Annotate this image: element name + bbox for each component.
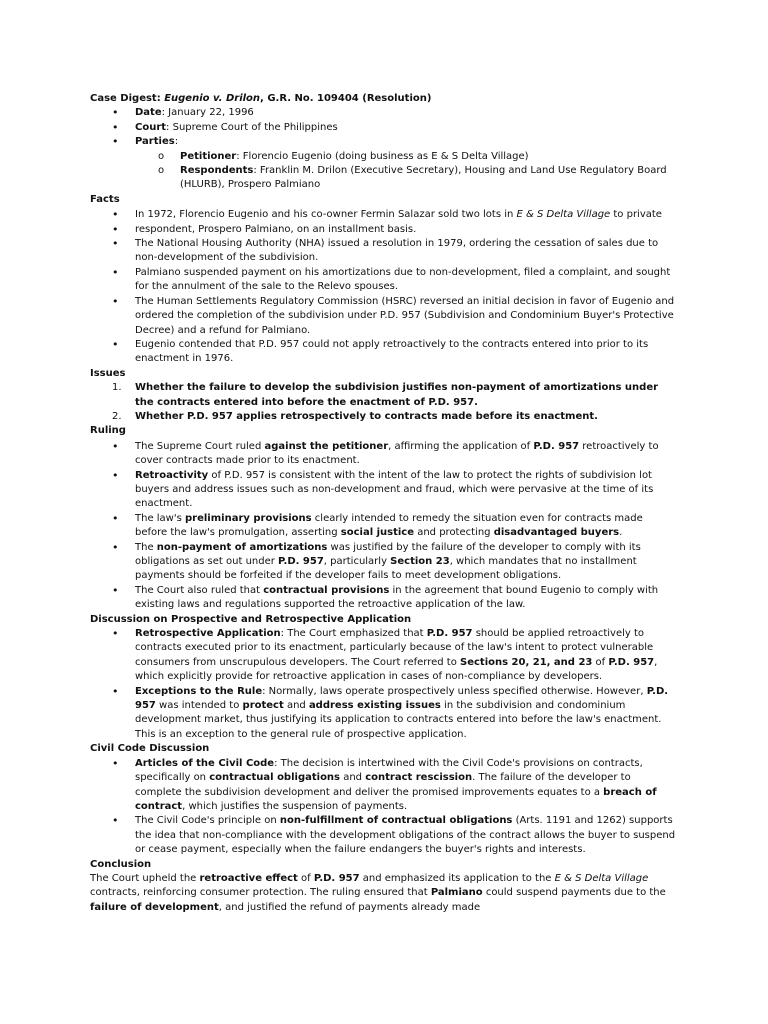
- discussion-item-cont: contracts executed prior to its enactment, particularly because of the law's intent to protect vulnerable: [135, 642, 654, 654]
- fact-item-cont: non-development of the subdivision.: [135, 252, 319, 264]
- facts-heading: Facts: [90, 193, 120, 205]
- date-value: : January 22, 1996: [161, 107, 254, 119]
- fact-item: • In 1972, Florencio Eugenio and his co-owner Fermin Salazar sold two lots in E & S Delta Village to private: [90, 208, 690, 222]
- parties-label: Parties: [135, 136, 175, 148]
- civil-item-cont: contract, which justifies the suspension of payments.: [135, 800, 408, 812]
- meta-parties: [90, 135, 690, 149]
- discussion-item-cont: consumers from unscrupulous developers. The Court referred to Sections 20, 21, and 23 of P.D. 957,: [135, 656, 658, 668]
- fact-item: • The Human Settlements Regulatory Commission (HSRC) reversed an initial decision in favor of Eugenio and: [90, 295, 690, 309]
- discussion-item-cont: which explicitly provide for retroactive application in cases of non-compliance by developers.: [135, 671, 603, 683]
- issues-heading: Issues: [90, 367, 126, 379]
- ruling-item: • Retroactivity of P.D. 957 is consistent with the intent of the law to protect the rights of subdivision lot: [90, 469, 690, 483]
- issue-item: 2. Whether P.D. 957 applies retrospectively to contracts made before its enactment.: [112, 410, 598, 422]
- ruling-item-cont: before the law's promulgation, asserting social justice and protecting disadvantaged buyers.: [135, 527, 623, 539]
- fact-item-cont: • respondent, Prospero Palmiano, on an installment basis.: [90, 223, 690, 237]
- civil-item-cont: complete the subdivision development and deliver the promised improvements equates to a breach of: [135, 786, 657, 798]
- civil-item: • The Civil Code's principle on non-fulfillment of contractual obligations (Arts. 1191 and 1262) supports: [90, 814, 690, 828]
- ruling-item-cont: buyers and address issues such as non-development and fraud, which were pervasive at the time of its: [135, 483, 654, 495]
- respondents-value-cont: (HLURB), Prospero Palmiano: [180, 179, 321, 191]
- discussion-item-cont: 957 was intended to protect and address existing issues in the subdivision and condominium: [135, 700, 626, 712]
- meta-court: [90, 121, 690, 135]
- ruling-item: • The Supreme Court ruled against the petitioner, affirming the application of P.D. 957 retroactively to: [90, 440, 690, 454]
- conclusion-heading: Conclusion: [90, 858, 152, 870]
- document-page: [90, 92, 690, 915]
- sub-bullet-marker: o: [158, 150, 165, 162]
- ruling-item: • The law's preliminary provisions clearly intended to remedy the situation even for contracts made: [90, 512, 690, 526]
- ruling-item: • The Court also ruled that contractual provisions in the agreement that bound Eugenio to comply with: [90, 584, 690, 598]
- civil-item-cont: the idea that non-compliance with the development obligations of the contract allows the buyer to suspend: [135, 829, 676, 841]
- issue-item-cont: the contracts entered into before the enactment of P.D. 957.: [135, 396, 478, 408]
- respondents-label: Respondents: [180, 165, 254, 177]
- ruling-item-cont: payments should be forfeited if the developer fails to meet development obligations.: [135, 570, 562, 582]
- conclusion-text: The Court upheld the retroactive effect of P.D. 957 and emphasized its application to the E & S Delta Village: [90, 872, 649, 884]
- discussion-heading: Discussion on Prospective and Retrospective Application: [90, 613, 412, 625]
- fact-item-cont: ordered the completion of the subdivision under P.D. 957 (Subdivision and Condominium Buyer's Protective: [135, 310, 674, 322]
- court-label: Court: [135, 121, 167, 133]
- ruling-heading: Ruling: [90, 425, 126, 437]
- petitioner-value: : Florencio Eugenio (doing business as E & S Delta Village): [236, 150, 529, 162]
- civil-item-cont: specifically on contractual obligations and contract rescission. The failure of the developer to: [135, 772, 631, 784]
- ruling-item-cont: existing laws and regulations supported the retroactive application of the law.: [135, 599, 526, 611]
- fact-item-cont: Decree) and a refund for Palmiano.: [135, 324, 311, 336]
- party-respondents: [90, 164, 690, 178]
- sub-bullet-marker: o: [158, 165, 165, 177]
- conclusion-text: contracts, reinforcing consumer protection. The ruling ensured that Palmiano could suspend payments due to the: [90, 887, 666, 899]
- parties-colon: :: [174, 136, 179, 148]
- ruling-item-cont: cover contracts made prior to its enactment.: [135, 455, 360, 467]
- civil-item-cont: or cease payment, especially when the failure endangers the buyer's rights and interests.: [135, 844, 586, 856]
- meta-date: [90, 106, 690, 120]
- civil-code-heading: Civil Code Discussion: [90, 743, 210, 755]
- title-prefix: Case Digest:: [90, 93, 165, 104]
- discussion-item: • Exceptions to the Rule: Normally, laws operate prospectively unless specified otherwise. However, P.D.: [90, 685, 690, 699]
- respondents-value: : Franklin M. Drilon (Executive Secretary), Housing and Land Use Regulatory Board: [253, 165, 667, 177]
- party-petitioner: [90, 150, 690, 164]
- ruling-item-cont: obligations as set out under P.D. 957, particularly Section 23, which mandates that no installment: [135, 556, 637, 567]
- ruling-item-cont: enactment.: [135, 498, 193, 510]
- fact-item: • The National Housing Authority (NHA) issued a resolution in 1979, ordering the cessation of sales due to: [90, 237, 690, 251]
- petitioner-label: Petitioner: [180, 150, 237, 162]
- document-title: [90, 92, 690, 106]
- fact-item: • Eugenio contended that P.D. 957 could not apply retroactively to the contracts entered into prior to its: [90, 338, 690, 352]
- date-label: Date: [135, 107, 162, 119]
- fact-item-cont: enactment in 1976.: [135, 353, 234, 365]
- court-value: : Supreme Court of the Philippines: [166, 121, 338, 133]
- party-respondents-cont: [90, 178, 690, 192]
- ruling-item: • The non-payment of amortizations was justified by the failure of the developer to comply with its: [90, 541, 690, 555]
- fact-item: • Palmiano suspended payment on his amortizations due to non-development, filed a complaint, and sought: [90, 266, 690, 280]
- civil-item: • Articles of the Civil Code: The decision is intertwined with the Civil Code's provisions on contracts,: [90, 757, 690, 771]
- discussion-item: • Retrospective Application: The Court emphasized that P.D. 957 should be applied retroactively to: [90, 627, 690, 641]
- title-case-name: Eugenio v. Drilon: [164, 93, 261, 104]
- title-suffix: , G.R. No. 109404 (Resolution): [260, 93, 432, 104]
- fact-item-cont: for the annulment of the sale to the Relevo spouses.: [135, 281, 398, 293]
- discussion-item-cont: development market, thus justifying its application to contracts entered into before the law's enactment.: [135, 714, 662, 726]
- conclusion-text: failure of development, and justified the refund of payments already made: [90, 901, 481, 913]
- issue-item: 1. Whether the failure to develop the subdivision justifies non-payment of amortizations under: [112, 382, 659, 394]
- discussion-item-cont: This is an exception to the general rule of prospective application.: [135, 728, 467, 740]
